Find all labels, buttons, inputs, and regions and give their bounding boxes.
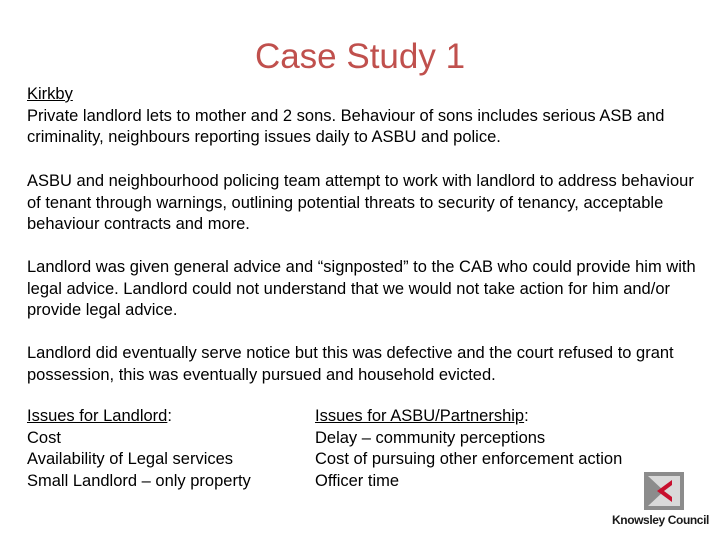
paragraph-partnership-action: ASBU and neighbourhood policing team attempt to work with landlord to address behaviour of tenant through warnings, outlining potential threats to security of tenancy, acceptable behaviour contracts and more.: [27, 172, 694, 233]
knowsley-logo-mark-icon: [644, 472, 684, 510]
logo-text: Knowsley Council: [612, 513, 709, 527]
intro-heading: Kirkby: [27, 85, 73, 103]
intro-text: Private landlord lets to mother and 2 sons. Behaviour of sons includes serious ASB and criminality, neighbours reporting issues daily to ASBU and police.: [27, 106, 665, 146]
list-item: Delay – community perceptions: [315, 428, 546, 447]
issues-asbu-heading: Issues for ASBU/Partnership:: [315, 407, 529, 425]
knowsley-council-logo: [608, 472, 714, 532]
slide-title: Case Study 1: [254, 37, 466, 76]
intro-block: [27, 84, 697, 149]
list-item: Availability of Legal services: [27, 450, 234, 468]
issues-landlord-heading: Issues for Landlord:: [27, 407, 172, 425]
list-item: Cost: [27, 428, 61, 447]
paragraph-outcome: Landlord did eventually serve notice but this was defective and the court refused to grant possession, this was eventually pursued and household evicted.: [27, 344, 674, 384]
list-item: Officer time: [315, 471, 400, 490]
list-item: Cost of pursuing other enforcement action: [315, 450, 623, 468]
issues-landlord-list: [27, 406, 297, 492]
list-item: Small Landlord – only property: [27, 471, 251, 490]
paragraph-landlord-advice: Landlord was given general advice and “signposted” to the CAB who could provide him with legal advice. Landlord could not understand that we would not take action for him and/or provide legal advice.: [27, 258, 696, 319]
